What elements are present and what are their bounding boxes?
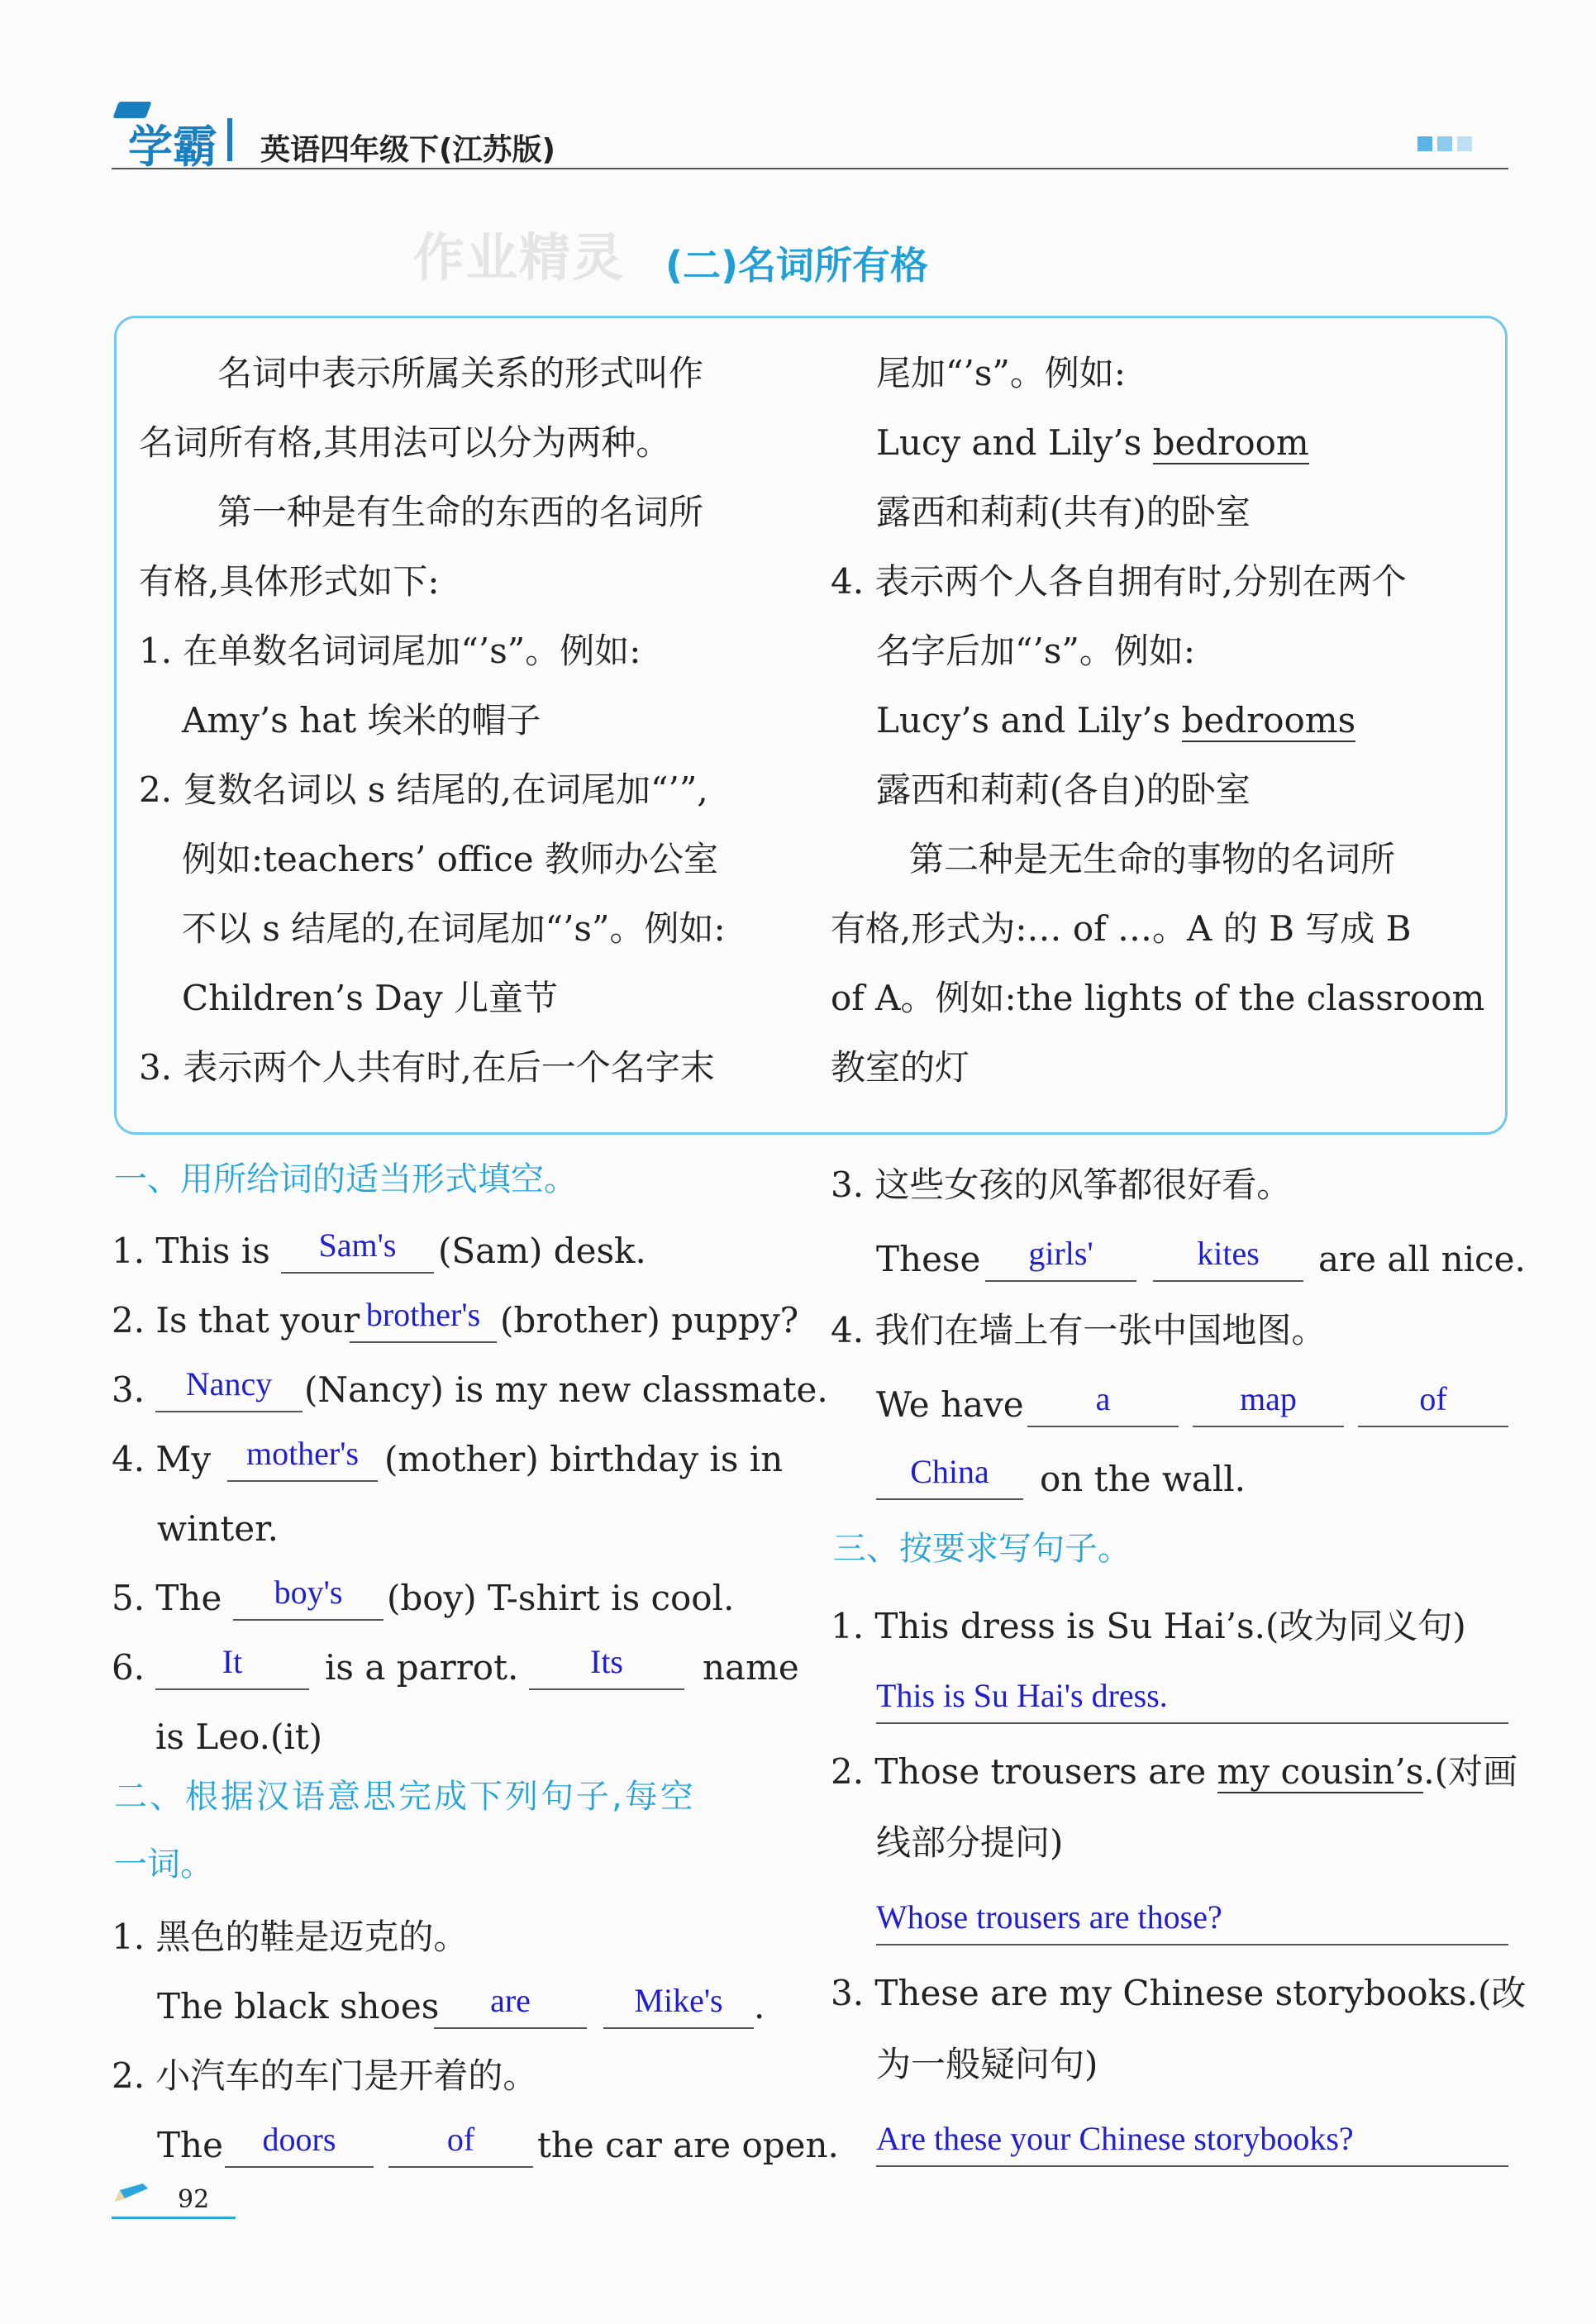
answer-blank [155, 1642, 309, 1690]
box-example: Lucy’s and Lily’s [876, 700, 1171, 741]
part2-title-cont: 一词。 [114, 1845, 213, 1883]
q-text: winter. [157, 1508, 279, 1549]
p1-q2: 2. Is that your [112, 1300, 360, 1341]
p1-q3: 3. [112, 1369, 145, 1410]
q-text: 1. This is [112, 1231, 270, 1271]
answer-blank [1153, 1234, 1303, 1282]
answer: a [1095, 1380, 1111, 1417]
page-number: 92 [178, 2185, 210, 2214]
box-line: 例如:teachers’ office 教师办公室 [182, 839, 718, 879]
box-line: 4. 表示两个人各自拥有时,分别在两个 [831, 561, 1407, 602]
answer: mother's [245, 1435, 360, 1472]
answer: Mike's [634, 1982, 723, 2019]
q-text: 线部分提问) [876, 1822, 1064, 1863]
q-text: .(对画 [1423, 1751, 1517, 1792]
part3-title: 三、按要求写句子。 [833, 1530, 1131, 1568]
p1-q6: 6. [112, 1647, 145, 1688]
box-line: 教室的灯 [831, 1047, 970, 1088]
q-text: is Leo.(it) [155, 1717, 323, 1757]
answer-line [876, 2114, 1508, 2167]
box-line: of A。例如:the lights of the classroom [831, 978, 1485, 1018]
box-example: Lucy and Lily’s [876, 422, 1142, 463]
box-line: 第一种是有生命的东西的名词所 [217, 492, 704, 532]
p2-q3-cn: 3. 这些女孩的风筝都很好看。 [831, 1164, 1292, 1205]
section-title: (二)名词所有格 [665, 243, 929, 288]
q-text: (boy) T-shirt is cool. [387, 1578, 735, 1618]
answer: brother's [365, 1296, 481, 1333]
answer-blank [233, 1573, 384, 1621]
watermark: 作业精灵 [413, 227, 626, 288]
answer: Whose trousers are those? [876, 1898, 1222, 1936]
box-line: 有格,形式为:… of …。A 的 B 写成 B [831, 908, 1412, 949]
answer: Are these your Chinese storybooks? [876, 2120, 1354, 2157]
q-text: (Sam) desk. [438, 1231, 646, 1271]
box-line: 露西和莉莉(共有)的卧室 [876, 492, 1251, 532]
answer-blank [1193, 1379, 1344, 1427]
p3-q1: 1. This dress is Su Hai’s.(改为同义句) [831, 1606, 1466, 1646]
answer: map [1240, 1380, 1297, 1417]
box-line: 有格,具体形式如下: [139, 561, 440, 602]
q-text: The [157, 2125, 223, 2165]
q-text: is a parrot. [325, 1647, 519, 1688]
p2-q1-cn: 1. 黑色的鞋是迈克的。 [112, 1917, 469, 1957]
q-text: . [754, 1986, 765, 2026]
box-line: 尾加“’s”。例如: [876, 353, 1126, 393]
answer: girls' [1028, 1235, 1093, 1272]
box-line [876, 701, 1355, 741]
q-text: (brother) puppy? [500, 1300, 799, 1341]
answer: are [490, 1982, 531, 2019]
part2-title: 二、根据汉语意思完成下列句子,每空 [114, 1778, 696, 1816]
answer-line [876, 1671, 1508, 1724]
box-line: 第二种是无生命的事物的名词所 [909, 839, 1396, 879]
p2-q2-cn: 2. 小汽车的车门是开着的。 [112, 2055, 538, 2096]
answer: This is Su Hai's dress. [876, 1677, 1168, 1714]
box-line: 3. 表示两个人共有时,在后一个名字末 [139, 1047, 715, 1088]
p1-q4: 4. My [112, 1439, 212, 1479]
brand-bar [227, 118, 232, 161]
box-line: 名词所有格,其用法可以分为两种。 [139, 422, 671, 463]
box-line: 不以 s 结尾的,在词尾加“’s”。例如: [182, 908, 726, 949]
box-example-underlined: bedroom [1152, 422, 1309, 463]
answer-blank [985, 1234, 1136, 1282]
q-text: These [876, 1239, 981, 1279]
box-line: 1. 在单数名词词尾加“’s”。例如: [139, 631, 641, 671]
answer-blank [227, 1434, 378, 1482]
answer-blank [281, 1226, 434, 1274]
p3-q2 [831, 1752, 1517, 1792]
box-line: 2. 复数名词以 s 结尾的,在词尾加“’”, [139, 769, 708, 810]
answer: Its [590, 1643, 623, 1680]
answer: boy's [274, 1574, 343, 1611]
p2-q4-cn: 4. 我们在墙上有一张中国地图。 [831, 1310, 1327, 1350]
q-underlined: my cousin’s [1217, 1751, 1424, 1792]
box-example-underlined: bedrooms [1181, 700, 1356, 741]
answer-blank [350, 1295, 497, 1343]
q-text: 为一般疑问句) [876, 2044, 1098, 2084]
answer: Nancy [185, 1365, 273, 1402]
box-line [876, 423, 1309, 463]
footer-rule [112, 2217, 236, 2219]
p1-q5: 5. The [112, 1578, 222, 1618]
q-text: name [703, 1647, 799, 1688]
answer: kites [1197, 1235, 1260, 1272]
box-line: Children’s Day 儿童节 [182, 978, 558, 1018]
answer-blank [876, 1452, 1023, 1500]
p3-q3: 3. These are my Chinese storybooks.(改 [831, 1973, 1527, 2013]
q-text: 2. Those trousers are [831, 1751, 1207, 1792]
answer-blank [434, 1981, 587, 2029]
brand-name: 学霸 [128, 121, 217, 173]
answer: Sam's [318, 1226, 397, 1264]
header-squares [1417, 136, 1472, 155]
box-line: 名字后加“’s”。例如: [876, 631, 1195, 671]
p1-q1 [112, 1231, 270, 1271]
answer-blank [529, 1642, 684, 1690]
answer-blank [155, 1364, 303, 1412]
answer-line [876, 1893, 1508, 1945]
box-line: Amy’s hat 埃米的帽子 [182, 700, 541, 741]
q-text: We have [876, 1384, 1024, 1425]
header [107, 103, 1513, 173]
answer: China [910, 1453, 989, 1490]
q-text: the car are open. [537, 2125, 839, 2165]
answer-blank [603, 1981, 754, 2029]
box-line: 名词中表示所属关系的形式叫作 [217, 353, 704, 393]
box-line: 露西和莉莉(各自)的卧室 [876, 769, 1251, 810]
answer-blank [225, 2120, 374, 2168]
part1-title: 一、用所给词的适当形式填空。 [114, 1160, 577, 1198]
answer: of [446, 2121, 475, 2158]
header-rule [112, 168, 1508, 169]
answer-blank [1027, 1379, 1179, 1427]
q-text: (Nancy) is my new classmate. [304, 1369, 828, 1410]
answer: of [1419, 1380, 1447, 1417]
q-text: are all nice. [1318, 1239, 1526, 1279]
q-text: on the wall. [1040, 1459, 1246, 1499]
answer: It [222, 1643, 243, 1680]
book-title: 英语四年级下(江苏版) [260, 133, 555, 167]
q-text: (mother) birthday is in [384, 1439, 784, 1479]
answer: doors [262, 2121, 336, 2158]
answer-blank [1358, 1379, 1508, 1427]
pencil-icon [112, 2182, 153, 2202]
answer-blank [388, 2120, 533, 2168]
q-text: The black shoes [157, 1986, 440, 2026]
